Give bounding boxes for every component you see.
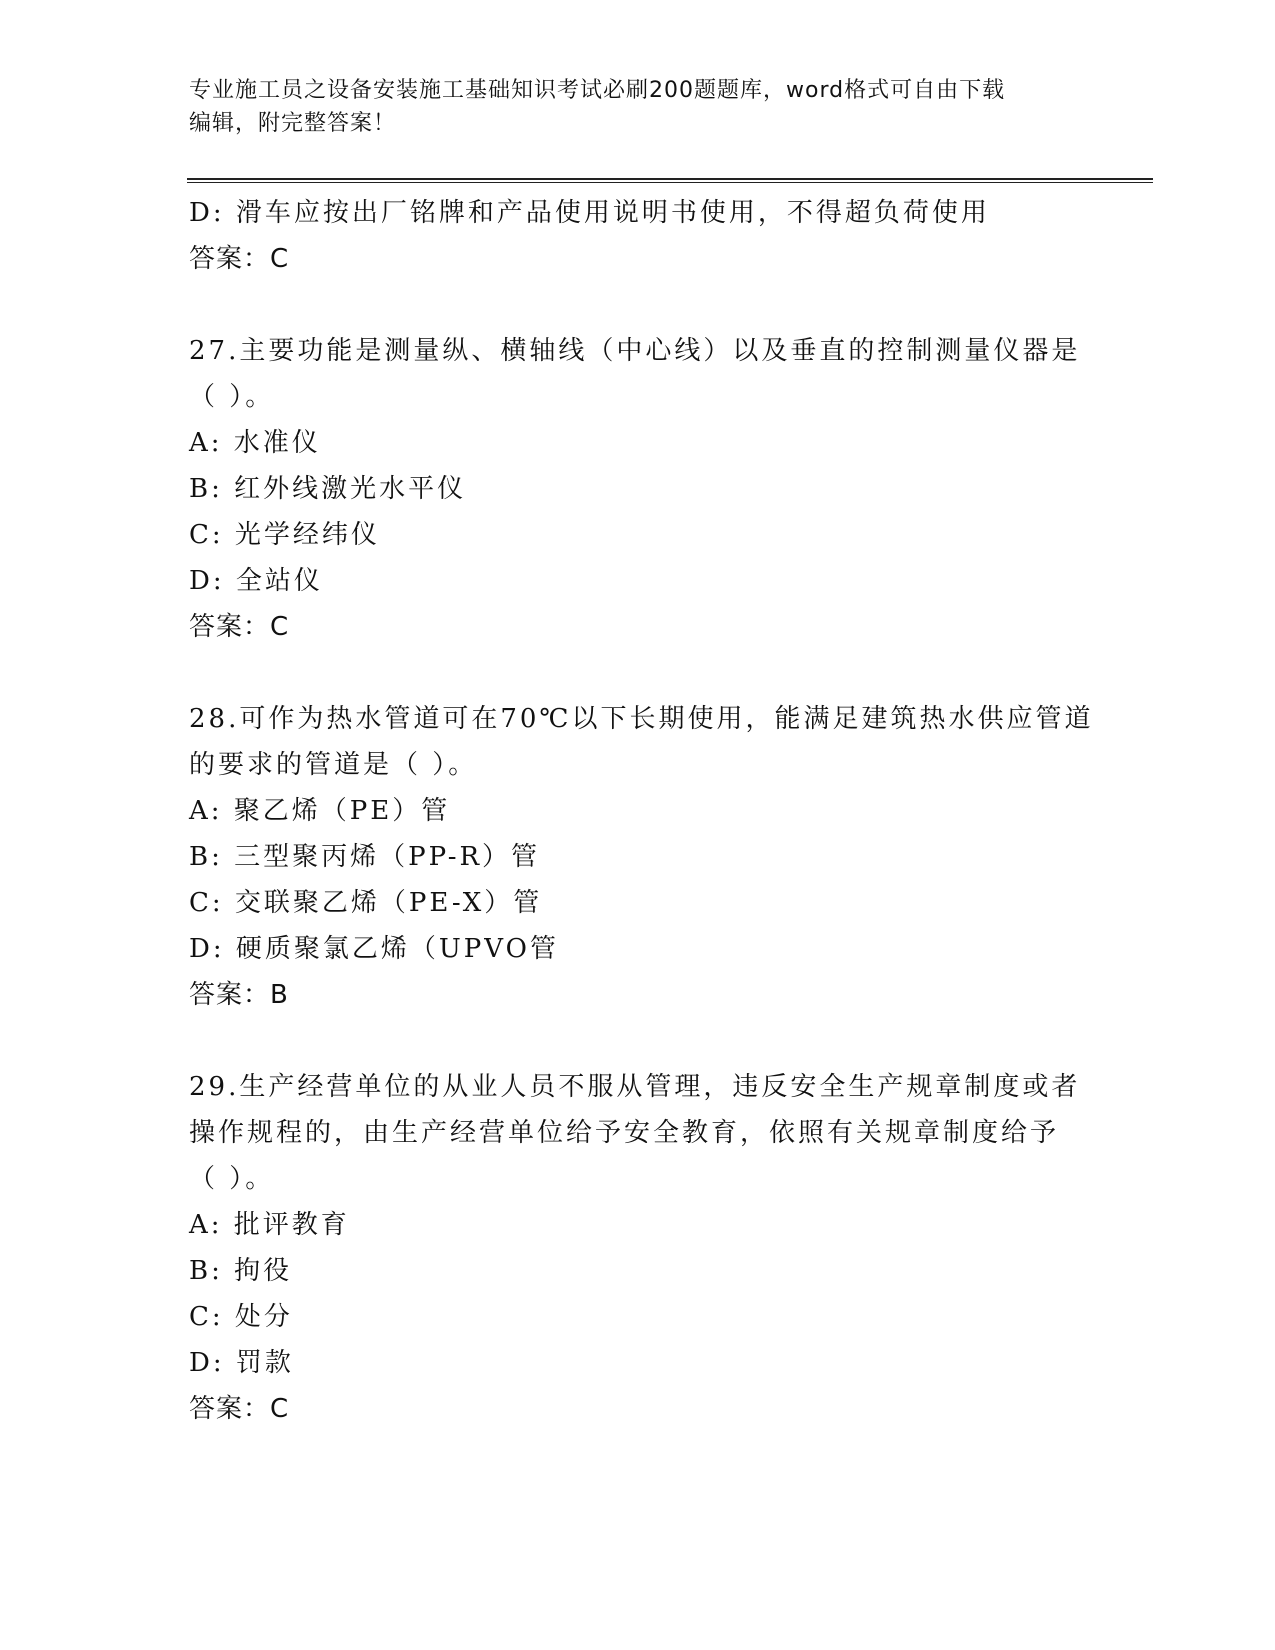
header-line-2: 编辑，附完整答案！ [189, 111, 397, 136]
option-c: C: 交联聚乙烯（PE-X）管 [189, 888, 543, 918]
option-d: D: 滑车应按出厂铭牌和产品使用说明书使用，不得超负荷使用 [189, 198, 990, 228]
answer-line: 答案：C [189, 1394, 290, 1424]
question-29 [189, 1064, 1089, 1432]
option-b: B: 拘役 [189, 1256, 293, 1286]
spacer [189, 1018, 1089, 1064]
option-a: A: 批评教育 [189, 1210, 350, 1240]
question-stem: 的要求的管道是（ ）。 [189, 750, 478, 780]
option-c: C: 光学经纬仪 [189, 520, 380, 550]
option-d: D: 全站仪 [189, 566, 323, 596]
option-d: D: 罚款 [189, 1348, 294, 1378]
document-header [189, 74, 1089, 140]
question-stem: （ ）。 [189, 1164, 275, 1194]
option-a: A: 聚乙烯（PE）管 [189, 796, 451, 826]
previous-question-tail [189, 190, 1089, 282]
answer-line: 答案：B [189, 980, 289, 1010]
option-c: C: 处分 [189, 1302, 293, 1332]
question-stem: 28.可作为热水管道可在70℃以下长期使用，能满足建筑热水供应管道 [189, 704, 1094, 734]
document-body [189, 190, 1094, 1432]
question-stem: 27.主要功能是测量纵、横轴线（中心线）以及垂直的控制测量仪器是 [189, 336, 1081, 366]
question-27 [189, 328, 1089, 650]
spacer [189, 650, 1089, 696]
spacer [189, 282, 1089, 328]
question-28 [189, 696, 1094, 1018]
header-line-1: 专业施工员之设备安装施工基础知识考试必刷200题题库，word格式可自由下载 [189, 78, 1006, 103]
header-divider-thin [187, 182, 1153, 183]
option-b: B: 三型聚丙烯（PP-R）管 [189, 842, 541, 872]
answer-line: 答案：C [189, 244, 290, 274]
option-b: B: 红外线激光水平仪 [189, 474, 467, 504]
header-divider-thick [187, 178, 1153, 180]
question-stem: 操作规程的，由生产经营单位给予安全教育，依照有关规章制度给予 [189, 1118, 1060, 1148]
question-stem: （ ）。 [189, 382, 275, 412]
option-a: A: 水准仪 [189, 428, 321, 458]
option-d: D: 硬质聚氯乙烯（UPVO管 [189, 934, 559, 964]
answer-line: 答案：C [189, 612, 290, 642]
question-stem: 29.生产经营单位的从业人员不服从管理，违反安全生产规章制度或者 [189, 1072, 1081, 1102]
